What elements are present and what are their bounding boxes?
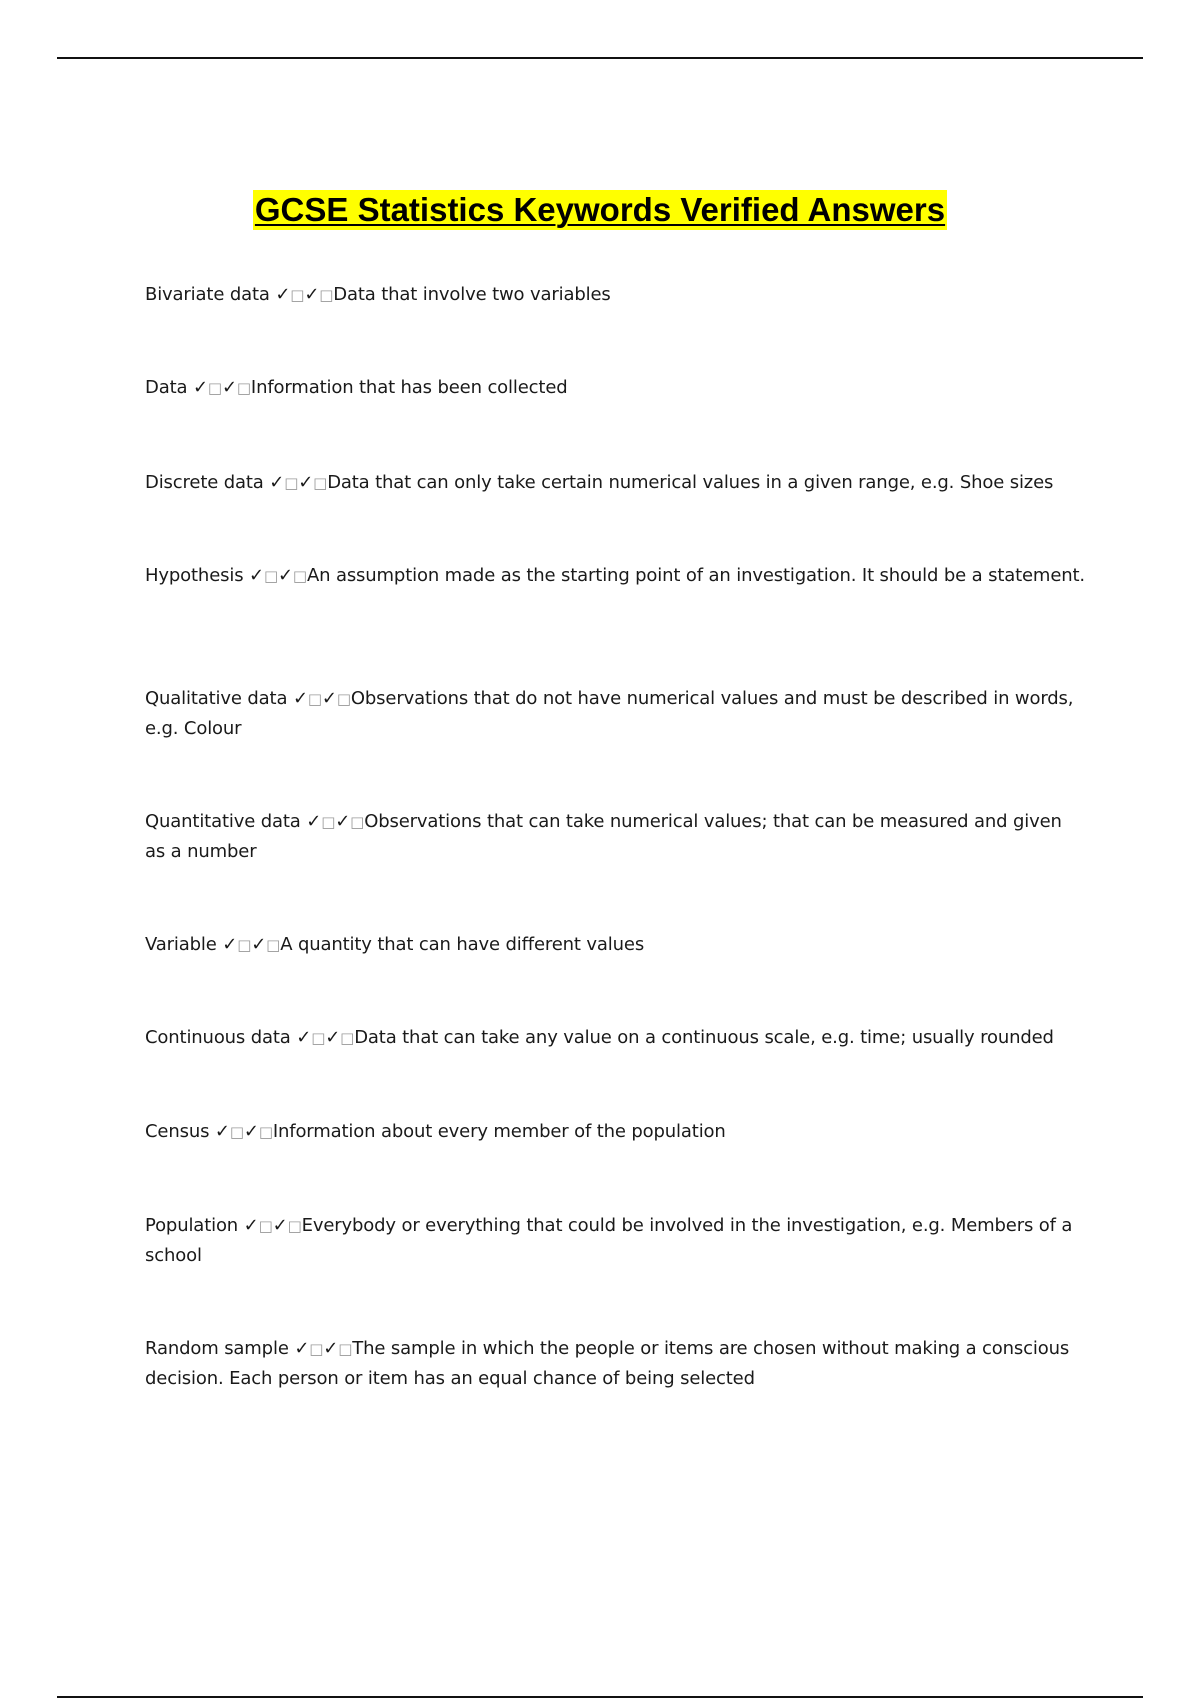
- box-icon: □: [266, 936, 281, 954]
- keyword-definition: The sample in which the people or items are chosen without making a conscious decision. Each person or item has an equal chance of being selected: [145, 1338, 1070, 1389]
- keyword-definition: Everybody or everything that could be involved in the investigation, e.g. Members of a school: [145, 1215, 1073, 1266]
- check-icon: ✓: [277, 565, 293, 586]
- box-icon: □: [336, 690, 351, 708]
- box-icon: □: [284, 474, 299, 492]
- keyword-term: Qualitative data: [145, 688, 288, 709]
- keyword-term: Hypothesis: [145, 565, 244, 586]
- check-icon: ✓: [294, 1338, 310, 1359]
- box-icon: □: [309, 1340, 324, 1358]
- check-icon: ✓: [325, 1027, 341, 1048]
- box-icon: □: [350, 813, 365, 831]
- keyword-definition: Observations that can take numerical values; that can be measured and given as a number: [145, 811, 1062, 862]
- keyword-entry: [145, 684, 1085, 744]
- check-icon: ✓: [243, 1121, 259, 1142]
- box-icon: □: [258, 1123, 273, 1141]
- check-icon: ✓: [292, 688, 308, 709]
- box-icon: □: [263, 567, 278, 585]
- box-icon: □: [207, 379, 222, 397]
- check-marks: [296, 1027, 354, 1048]
- top-rule: [57, 57, 1143, 59]
- keyword-entry: [145, 930, 1085, 960]
- check-icon: ✓: [214, 1121, 230, 1142]
- check-icon: ✓: [321, 688, 337, 709]
- keyword-term: Continuous data: [145, 1027, 291, 1048]
- check-marks: [193, 377, 251, 398]
- check-marks: [269, 472, 327, 493]
- box-icon: □: [311, 1029, 326, 1047]
- check-icon: ✓: [298, 472, 314, 493]
- keyword-entry: [145, 1211, 1085, 1271]
- keyword-entry: [145, 807, 1085, 867]
- keyword-definition: Observations that do not have numerical values and must be described in words, e.g. Colour: [145, 688, 1074, 739]
- keyword-term: Bivariate data: [145, 284, 270, 305]
- keyword-definition: Information that has been collected: [250, 377, 568, 398]
- box-icon: □: [321, 813, 336, 831]
- keyword-entry: [145, 468, 1085, 498]
- keyword-entry: [145, 1117, 1085, 1147]
- keyword-definition: Information about every member of the population: [272, 1121, 726, 1142]
- box-icon: □: [237, 936, 252, 954]
- keyword-definition: Data that can only take certain numerical values in a given range, e.g. Shoe sizes: [327, 472, 1054, 493]
- check-icon: ✓: [269, 472, 285, 493]
- check-marks: [275, 284, 333, 305]
- check-icon: ✓: [192, 377, 208, 398]
- check-marks: [306, 811, 364, 832]
- title-container: [0, 190, 1200, 230]
- keyword-term: Census: [145, 1121, 210, 1142]
- keyword-definition: Data that can take any value on a continuous scale, e.g. time; usually rounded: [354, 1027, 1054, 1048]
- box-icon: □: [338, 1340, 353, 1358]
- keyword-entry: [145, 1023, 1085, 1053]
- check-marks: [244, 1215, 302, 1236]
- box-icon: □: [292, 567, 307, 585]
- keyword-term: Random sample: [145, 1338, 289, 1359]
- keyword-definition: Data that involve two variables: [333, 284, 611, 305]
- bottom-rule: [57, 1696, 1143, 1698]
- keyword-entry: [145, 561, 1085, 591]
- check-icon: ✓: [243, 1215, 259, 1236]
- box-icon: □: [307, 690, 322, 708]
- check-marks: [249, 565, 307, 586]
- box-icon: □: [229, 1123, 244, 1141]
- page-title: GCSE Statistics Keywords Verified Answers: [254, 191, 946, 228]
- keyword-definition: A quantity that can have different values: [280, 934, 645, 955]
- check-marks: [215, 1121, 273, 1142]
- check-icon: ✓: [251, 934, 267, 955]
- check-icon: ✓: [221, 377, 237, 398]
- check-icon: ✓: [222, 934, 238, 955]
- box-icon: □: [236, 379, 251, 397]
- keyword-term: Variable: [145, 934, 217, 955]
- check-icon: ✓: [296, 1027, 312, 1048]
- keyword-term: Data: [145, 377, 188, 398]
- keyword-term: Quantitative data: [145, 811, 301, 832]
- check-icon: ✓: [272, 1215, 288, 1236]
- check-marks: [222, 934, 280, 955]
- check-marks: [294, 1338, 352, 1359]
- check-icon: ✓: [306, 811, 322, 832]
- box-icon: □: [258, 1217, 273, 1235]
- check-icon: ✓: [304, 284, 320, 305]
- check-icon: ✓: [275, 284, 291, 305]
- keyword-entry: [145, 280, 1085, 310]
- keyword-term: Discrete data: [145, 472, 264, 493]
- keyword-entry: [145, 373, 1085, 403]
- check-icon: ✓: [335, 811, 351, 832]
- box-icon: □: [287, 1217, 302, 1235]
- keyword-entry: [145, 1334, 1085, 1394]
- box-icon: □: [340, 1029, 355, 1047]
- check-icon: ✓: [323, 1338, 339, 1359]
- keyword-definition: An assumption made as the starting point of an investigation. It should be a statement.: [306, 565, 1085, 586]
- check-marks: [293, 688, 351, 709]
- box-icon: □: [319, 286, 334, 304]
- box-icon: □: [290, 286, 305, 304]
- check-icon: ✓: [249, 565, 264, 586]
- keyword-term: Population: [145, 1215, 239, 1236]
- box-icon: □: [313, 474, 328, 492]
